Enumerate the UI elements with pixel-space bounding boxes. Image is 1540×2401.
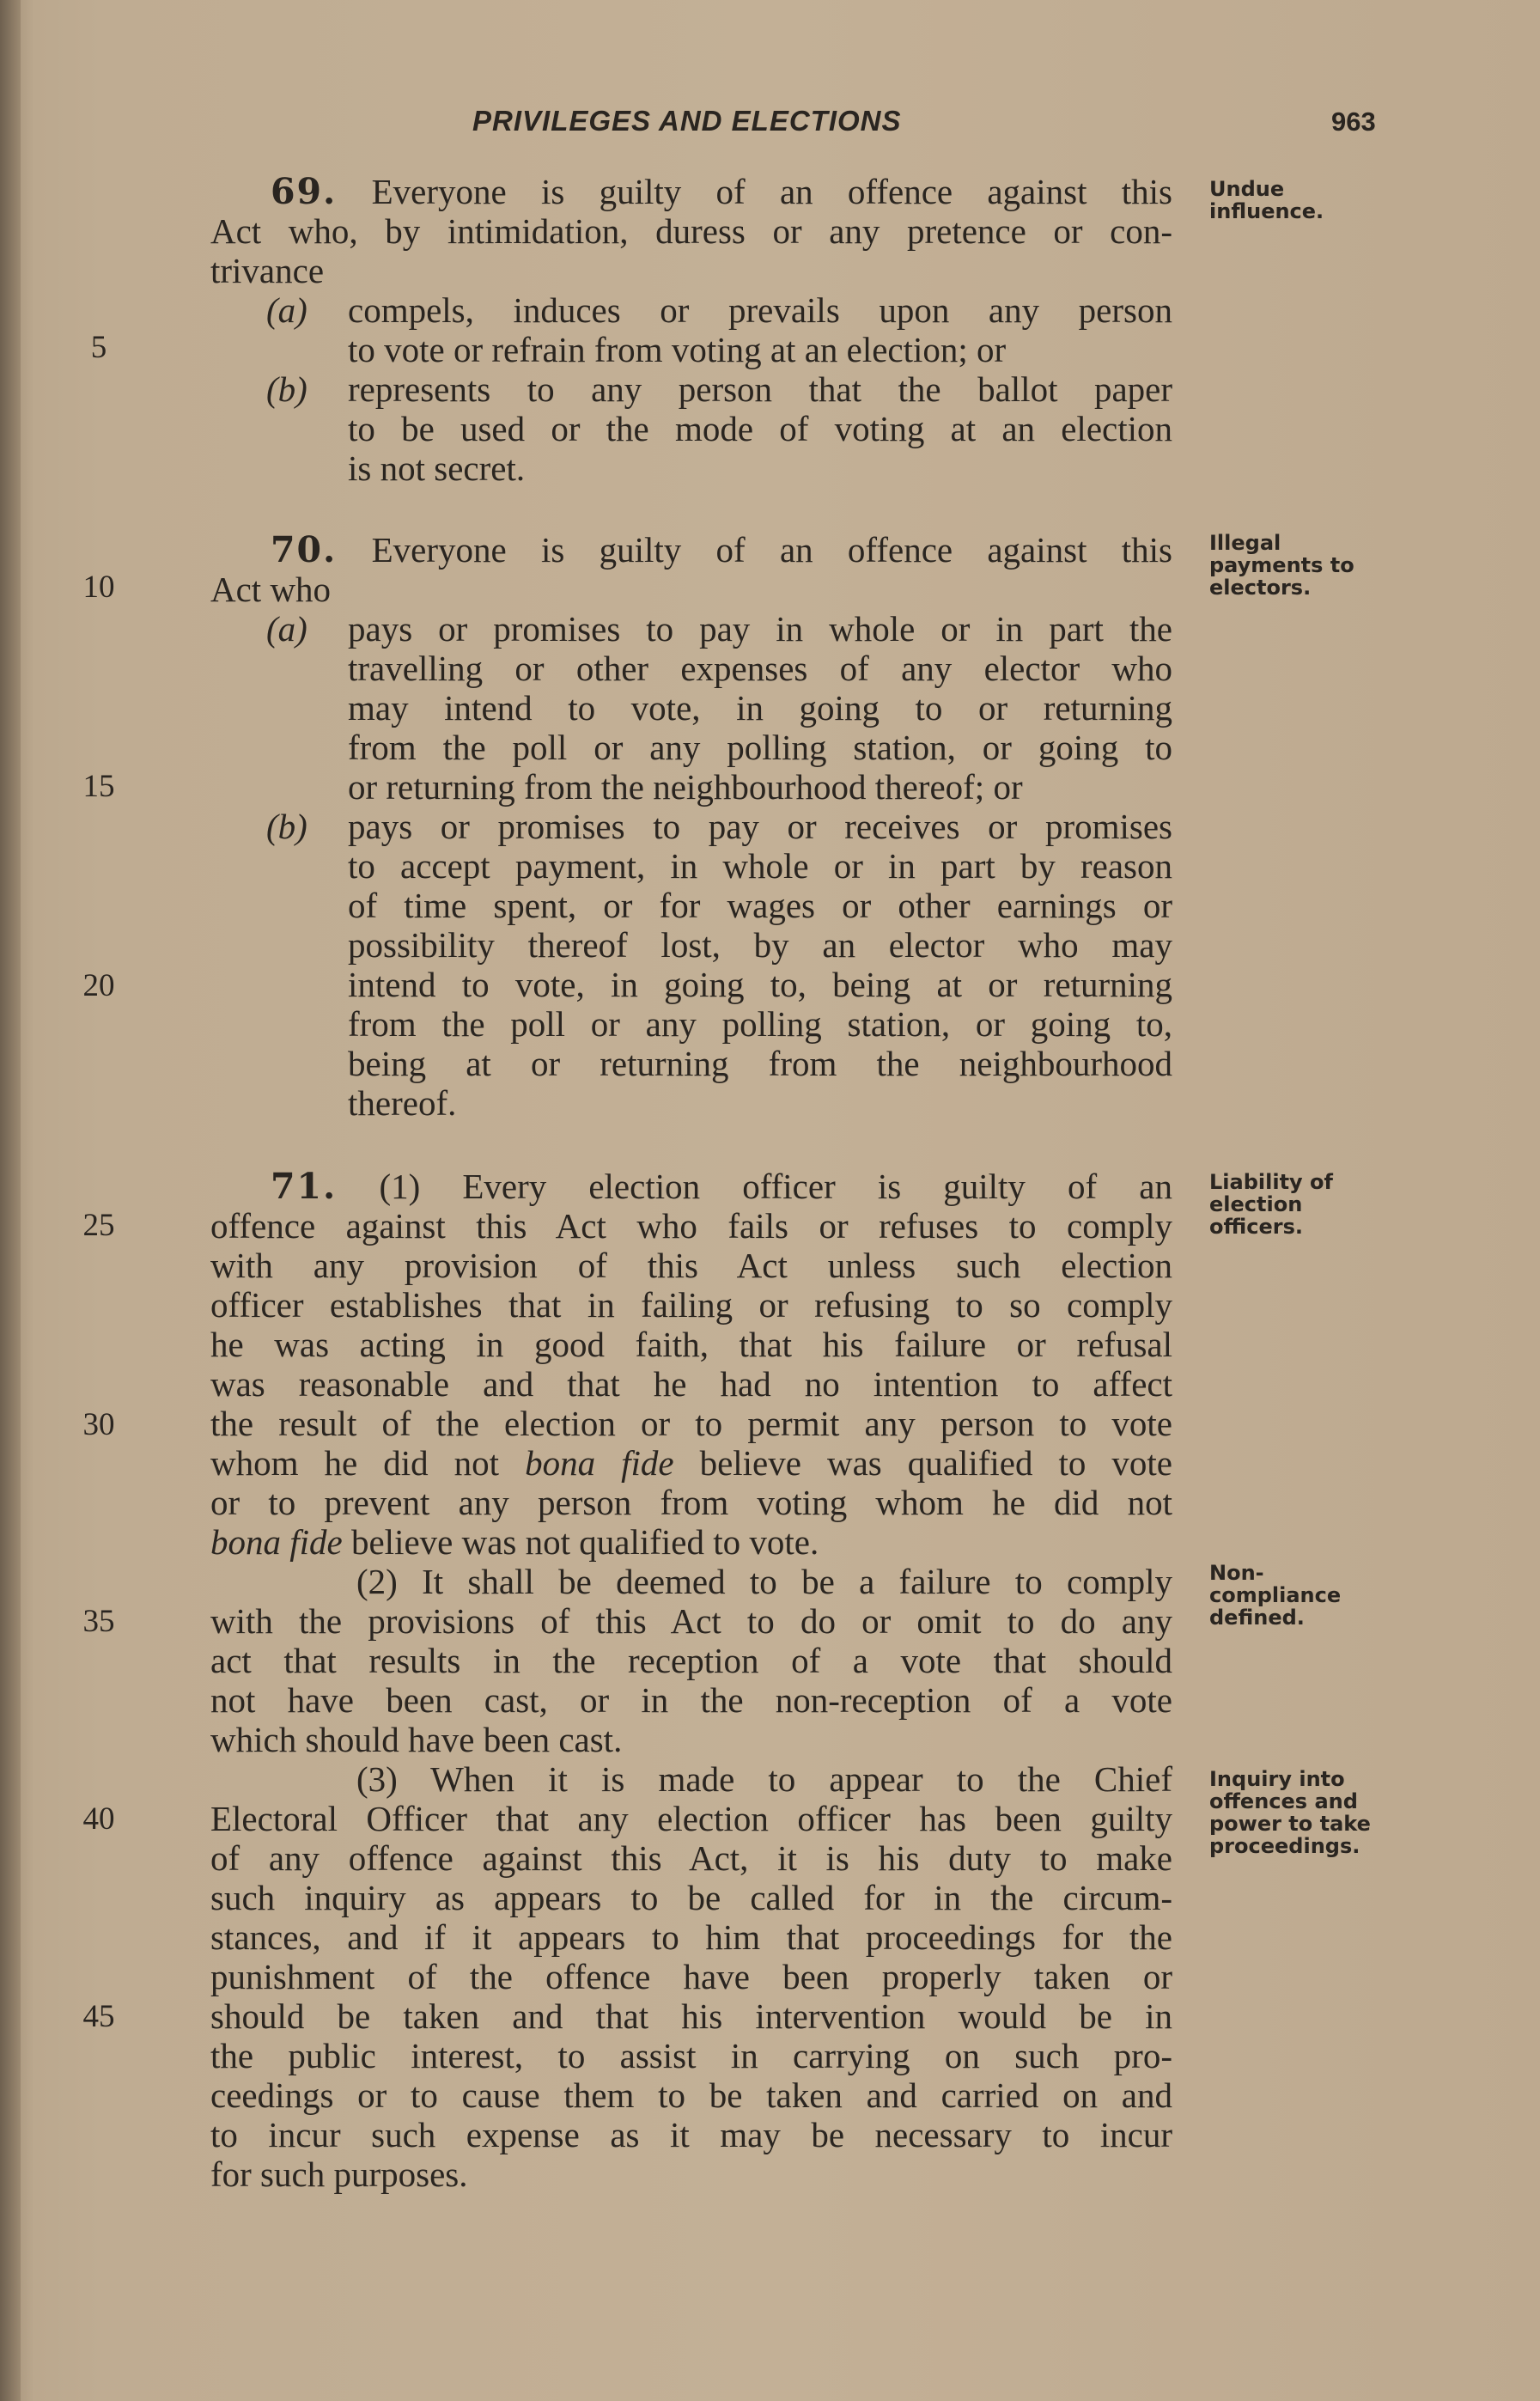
running-head: PRIVILEGES AND ELECTIONS <box>472 105 902 137</box>
line-number: 5 <box>90 330 107 365</box>
text-line: Electoral Officer that any election officer has been guilty <box>210 1799 1172 1838</box>
text-line: may intend to vote, in going to or returning <box>348 688 1172 728</box>
text-line: which should have been cast. <box>210 1720 623 1759</box>
text-line: from the poll or any polling station, or going to <box>348 728 1172 767</box>
text-line: stances, and if it appears to him that proceedings for the <box>210 1917 1172 1957</box>
margin-note-non-compliance: Non- compliance defined. <box>1209 1561 1342 1630</box>
section-number: 70. <box>271 529 338 570</box>
text-line: the result of the election or to permit any person to vote <box>210 1404 1172 1443</box>
line-number: 40 <box>82 1801 115 1837</box>
section-71 <box>210 1167 1172 2194</box>
text-line: with any provision of this Act unless such election <box>210 1246 1172 1285</box>
text-line: ceedings or to cause them to be taken and carried on and <box>210 2075 1172 2115</box>
text-line: officer establishes that in failing or refusing to so comply <box>210 1285 1172 1325</box>
text-line: such inquiry as appears to be called for in the circum- <box>210 1878 1172 1917</box>
line-number: 35 <box>82 1604 115 1639</box>
line-number: 30 <box>82 1407 115 1442</box>
section-70 <box>210 530 1172 1123</box>
text-line: with the provisions of this Act to do or omit to do any <box>210 1601 1172 1641</box>
text-line: of time spent, or for wages or other earnings or <box>348 886 1172 925</box>
text-line: travelling or other expenses of any elector who <box>348 649 1172 688</box>
text-line: from the poll or any polling station, or going to, <box>348 1004 1172 1044</box>
text-line: whom he did not bona fide believe was qualified to vote <box>210 1443 1172 1483</box>
line-number: 45 <box>82 1999 115 2034</box>
text-line: (2) It shall be deemed to be a failure to comply <box>356 1562 1172 1601</box>
text-line: the public interest, to assist in carrying on such pro- <box>210 2036 1172 2075</box>
line-number: 10 <box>82 570 115 605</box>
text-line: (b) represents to any person that the ballot paper <box>266 369 1172 409</box>
paragraph-a <box>210 609 1172 807</box>
text-line: (a) compels, induces or prevails upon any person <box>266 290 1172 330</box>
text-line: should be taken and that his intervention would be in <box>210 1996 1172 2036</box>
book-spine-shadow <box>0 0 21 2401</box>
text-line: being at or returning from the neighbourhood <box>348 1044 1172 1083</box>
paragraph-marker: (b) <box>266 807 307 846</box>
text-line: for such purposes. <box>210 2154 468 2194</box>
paragraph-marker: (a) <box>266 609 307 649</box>
paragraph-marker: (a) <box>266 290 307 330</box>
paragraph-b <box>210 807 1172 1123</box>
text-line: was reasonable and that he had no intention to affect <box>210 1364 1172 1404</box>
text-line: 70. Everyone is guilty of an offence against this <box>271 529 1172 570</box>
text-line: (b) pays or promises to pay or receives or promises <box>266 807 1172 846</box>
paragraph-b <box>210 369 1172 488</box>
text-line: trivance <box>210 251 325 290</box>
text-line: to accept payment, in whole or in part by reason <box>348 846 1172 886</box>
text-line: to be used or the mode of voting at an election <box>348 409 1172 448</box>
text-line: bona fide believe was not qualified to vote. <box>210 1522 819 1562</box>
text-line: intend to vote, in going to, being at or returning <box>348 965 1172 1004</box>
text-line: (a) pays or promises to pay in whole or in part the <box>266 609 1172 649</box>
text-line: thereof. <box>348 1083 457 1123</box>
line-number: 20 <box>82 968 115 1003</box>
text-line: not have been cast, or in the non-reception of a vote <box>210 1680 1172 1720</box>
line-number: 15 <box>82 769 115 804</box>
text-line: offence against this Act who fails or refuses to comply <box>210 1206 1172 1246</box>
text-line: punishment of the offence have been properly taken or <box>210 1957 1172 1996</box>
text-line: Act who <box>210 570 332 609</box>
text-line: or to prevent any person from voting whom he did not <box>210 1483 1172 1522</box>
page-number: 963 <box>1331 107 1376 137</box>
page-header <box>0 105 1540 148</box>
text-line: is not secret. <box>348 448 526 488</box>
section-number: 69. <box>271 171 338 212</box>
text-line: 69. Everyone is guilty of an offence against this <box>271 171 1172 212</box>
line-number: 25 <box>82 1208 115 1243</box>
text-line: 71. (1) Every election officer is guilty of an <box>271 1166 1172 1207</box>
text-line: or returning from the neighbourhood thereof; or <box>348 767 1023 807</box>
margin-note-undue-influence: Undue influence. <box>1209 177 1324 223</box>
text-line: possibility thereof lost, by an elector who may <box>348 925 1172 965</box>
text-line: to incur such expense as it may be necessary to incur <box>210 2115 1172 2154</box>
text-line: to vote or refrain from voting at an election; or <box>348 330 1007 369</box>
section-number: 71. <box>271 1166 338 1207</box>
text-line: he was acting in good faith, that his failure or refusal <box>210 1325 1172 1364</box>
text-line: of any offence against this Act, it is his duty to make <box>210 1838 1172 1878</box>
text-line: (3) When it is made to appear to the Chief <box>356 1759 1172 1799</box>
paragraph-a <box>210 290 1172 369</box>
margin-note-liability: Liability of election officers. <box>1209 1170 1333 1239</box>
text-line: act that results in the reception of a vote that should <box>210 1641 1172 1680</box>
margin-note-illegal-payments: Illegal payments to electors. <box>1209 531 1354 600</box>
section-69 <box>210 172 1172 488</box>
text-line: Act who, by intimidation, duress or any pretence or con- <box>210 211 1172 251</box>
margin-note-inquiry: Inquiry into offences and power to take proceedings. <box>1209 1767 1371 1858</box>
paragraph-marker: (b) <box>266 369 307 409</box>
